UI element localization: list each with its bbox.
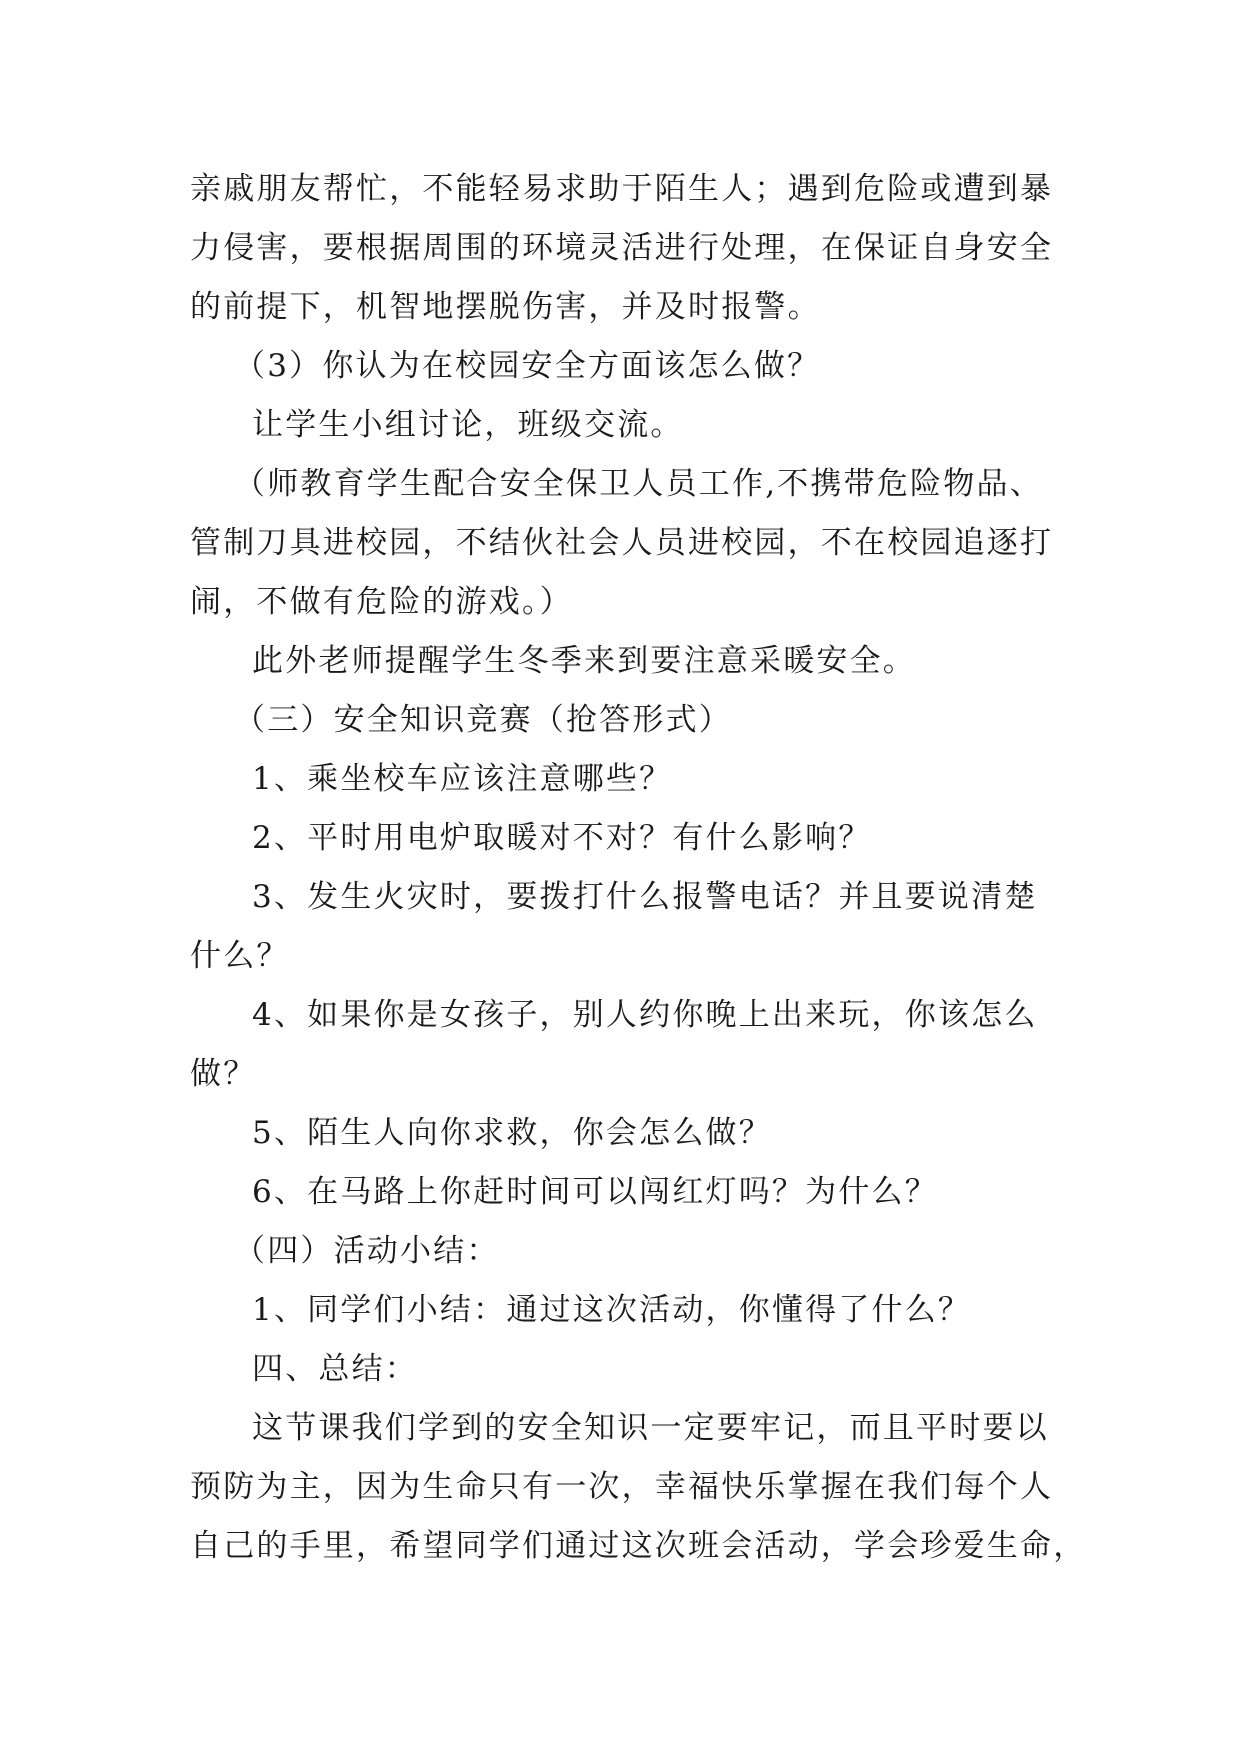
question-item: 1、乘坐校车应该注意哪些？ xyxy=(252,761,673,797)
paragraph-line: （师教育学生配合安全保卫人员工作,不携带危险物品、 xyxy=(234,466,1043,502)
paragraph-line: 力侵害，要根据周围的环境灵活进行处理，在保证自身安全 xyxy=(190,230,1054,266)
question-item-continued: 什么？ xyxy=(190,938,290,974)
paragraph-line: 管制刀具进校园，不结伙社会人员进校园，不在校园追逐打 xyxy=(190,525,1054,561)
section-heading: （四）活动小结： xyxy=(234,1233,500,1269)
paragraph-line: 此外老师提醒学生冬季来到要注意采暖安全。 xyxy=(252,643,916,679)
paragraph-line: 预防为主，因为生命只有一次，幸福快乐掌握在我们每个人 xyxy=(190,1469,1054,1505)
question-line: （3）你认为在校园安全方面该怎么做？ xyxy=(234,348,821,384)
paragraph-line: 闹，不做有危险的游戏。） xyxy=(190,584,573,620)
paragraph-line: 亲戚朋友帮忙，不能轻易求助于陌生人；遇到危险或遭到暴 xyxy=(190,171,1054,207)
question-item: 6、在马路上你赶时间可以闯红灯吗？为什么？ xyxy=(252,1174,938,1210)
question-item-continued: 做？ xyxy=(190,1056,257,1092)
paragraph-line: 自己的手里，希望同学们通过这次班会活动，学会珍爱生命， xyxy=(190,1528,1087,1564)
question-item: 3、发生火灾时，要拨打什么报警电话？并且要说清楚 xyxy=(252,879,1038,915)
section-heading: 四、总结： xyxy=(252,1351,418,1387)
paragraph-line: 这节课我们学到的安全知识一定要牢记，而且平时要以 xyxy=(252,1410,1049,1446)
paragraph-line: 的前提下，机智地摆脱伤害，并及时报警。 xyxy=(190,289,821,325)
question-item: 4、如果你是女孩子，别人约你晚上出来玩，你该怎么 xyxy=(252,997,1038,1033)
question-item: 2、平时用电炉取暖对不对？有什么影响？ xyxy=(252,820,872,856)
summary-item: 1、同学们小结：通过这次活动，你懂得了什么？ xyxy=(252,1292,972,1328)
question-item: 5、陌生人向你求救，你会怎么做？ xyxy=(252,1115,772,1151)
section-heading: （三）安全知识竞赛（抢答形式） xyxy=(234,702,732,738)
document-body xyxy=(190,160,1087,1576)
paragraph-line: 让学生小组讨论，班级交流。 xyxy=(252,407,684,443)
